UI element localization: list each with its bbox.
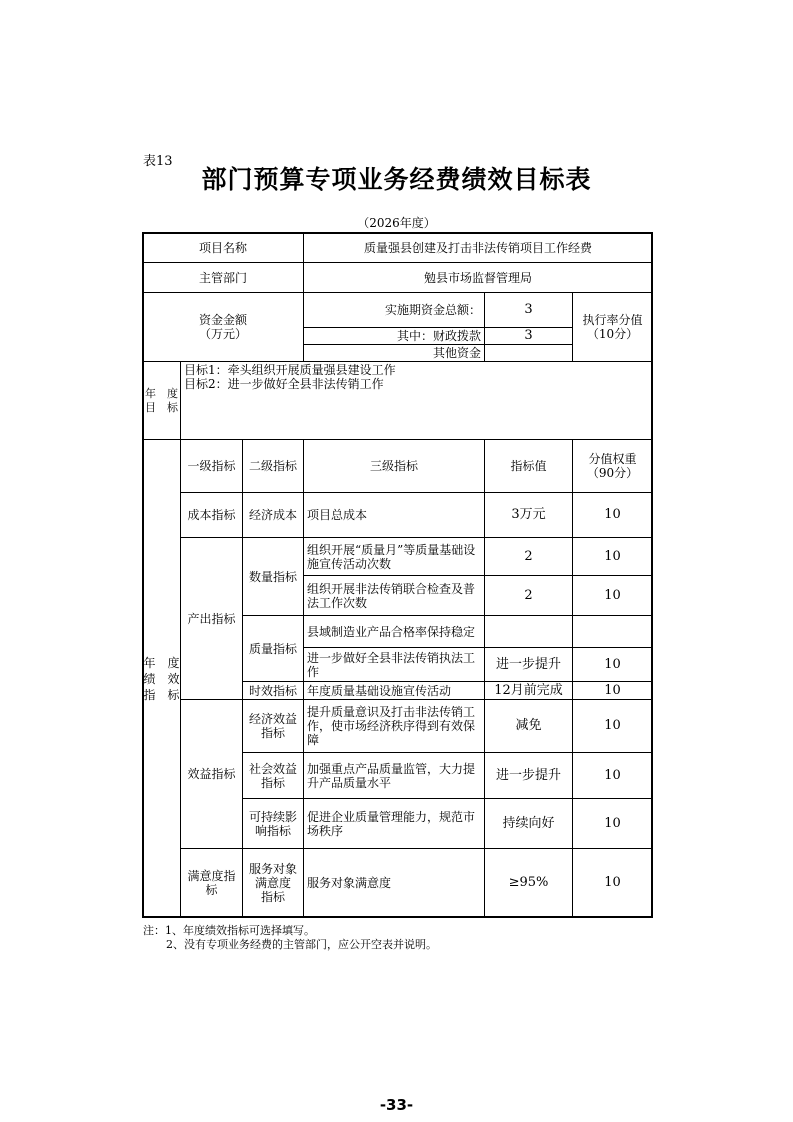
indicator-value: 减免 [515,718,542,733]
page-number: -33- [379,1096,414,1114]
other-funds-value [485,345,572,361]
indicator-weight: 10 [604,767,621,783]
indicators-label: 年 度 绩 效 指 标 [143,655,180,702]
indicator-weight: 10 [604,548,621,564]
indicator-name: 项目总成本 [307,508,368,522]
total-funds-label: 实施期资金总额： [384,303,481,317]
department-label: 主管部门 [198,270,247,285]
project-name-value: 质量强县创建及打击非法传销项目工作经费 [363,240,592,255]
indicator-value: 3万元 [511,507,546,522]
indicator-name: 提升质量意识及打击非法传销工作，使市场经济秩序得到有效保障 [307,705,476,747]
indicator-weight: 10 [604,682,621,698]
indicator-name: 组织开展“质量月”等质量基础设施宣传活动次数 [307,542,476,571]
level1-benefit: 效益指标 [187,767,236,781]
indicator-weight: 10 [604,587,621,603]
header-level3: 三级指标 [369,459,418,473]
indicator-name: 加强重点产品质量监管，大力提升产品质量水平 [307,761,476,790]
indicator-weight: 10 [604,815,621,831]
level2-quality: 质量指标 [248,641,297,656]
header-level1: 一级指标 [187,459,236,473]
indicator-name: 进一步做好全县非法传销执法工作 [307,650,476,679]
indicator-name: 年度质量基础设施宣传活动 [307,683,452,698]
row-divider [142,361,653,362]
footnotes [143,924,437,952]
indicator-value: 2 [524,587,533,603]
indicator-weight: 10 [604,656,621,672]
level2-social-benefit: 社会效益 指标 [248,761,297,790]
indicator-name: 县域制造业产品合格率保持稳定 [307,624,476,639]
level2-service-satisfaction: 服务对象 满意度 指标 [248,862,297,904]
indicator-name: 服务对象满意度 [307,876,392,890]
indicator-weight: 10 [604,875,621,890]
table-number: 表13 [143,154,173,169]
indicator-name: 组织开展非法传销联合检查及普法工作次数 [307,581,476,610]
execution-rate-label: 执行率分值 （10分） [582,313,643,341]
level2-quantity: 数量指标 [248,569,297,584]
annual-goals-label: 年 度 目 标 [145,386,178,414]
level2-economic-benefit: 经济效益 指标 [248,712,297,740]
finance-funds-value: 3 [524,328,533,343]
level2-sustainable: 可持续影 响指标 [248,809,297,838]
indicator-value: 进一步提升 [495,767,561,783]
header-value: 指标值 [510,459,547,473]
project-name-label: 项目名称 [198,240,247,255]
indicator-value: 进一步提升 [495,656,561,672]
indicator-value: 2 [524,548,533,564]
level2-timeliness: 时效指标 [248,683,297,698]
footnote: 2、没有专项业务经费的主管部门，应公开空表并说明。 [166,938,437,951]
indicator-name: 促进企业质量管理能力，规范市场秩序 [307,809,476,838]
page-title: 部门预算专项业务经费绩效目标表 [201,165,592,194]
footnote: 注：1、年度绩效指标可选择填写。 [143,924,315,937]
annual-goals-text: 目标1：牵头组织开展质量强县建设工作 目标2：进一步做好全县非法传销工作 [184,363,396,391]
other-funds-label: 其他资金 [432,346,481,360]
indicator-value: 12月前完成 [494,682,563,698]
header-level2: 二级指标 [248,459,297,473]
budget-year: （2026年度） [357,216,436,230]
indicator-value: 持续向好 [502,815,555,831]
level1-cost: 成本指标 [187,508,236,522]
level1-output: 产出指标 [187,611,236,626]
indicator-value: ≥95% [508,875,549,890]
funds-label: 资金金额 （万元） [198,313,247,341]
level2-economic-cost: 经济成本 [248,508,297,522]
indicator-weight [573,616,652,647]
indicator-weight: 10 [604,507,621,522]
finance-funds-label: 其中：财政拨款 [396,329,481,343]
indicator-value [485,616,572,647]
total-funds-value: 3 [524,302,533,317]
indicator-weight: 10 [604,718,621,733]
header-weight: 分值权重 （90分） [586,452,639,480]
level1-satisfaction: 满意度指 标 [187,869,236,897]
department-value: 勉县市场监督管理局 [423,270,532,285]
